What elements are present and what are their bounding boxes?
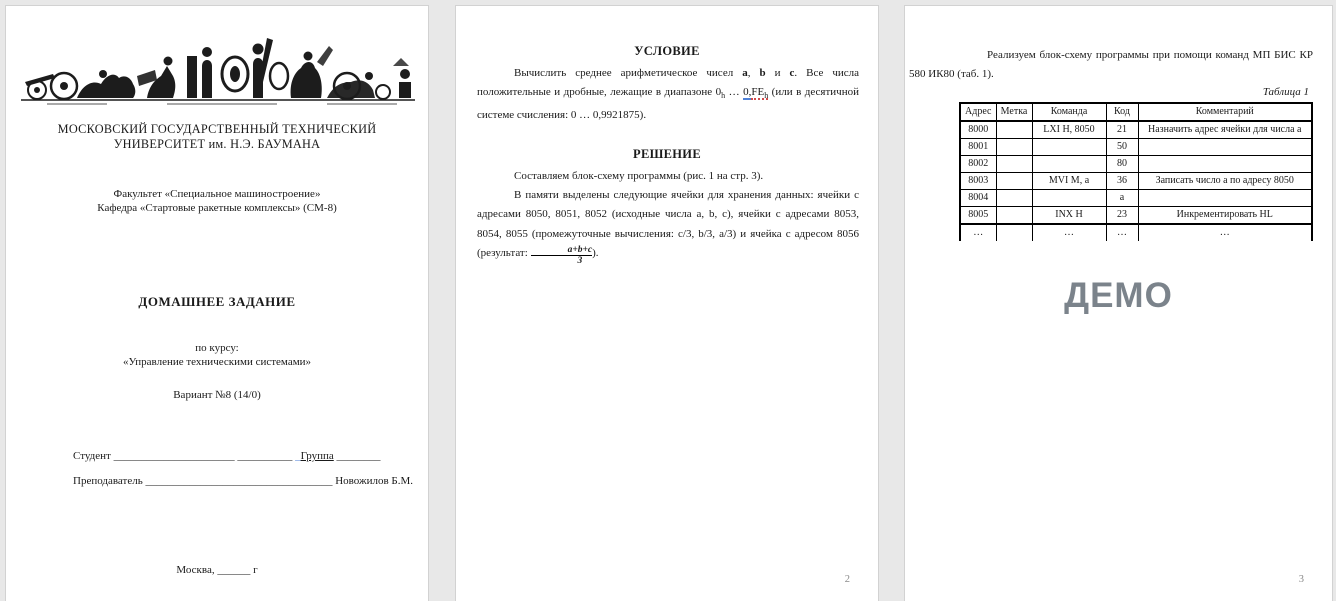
- cell-address: 8005: [960, 207, 996, 225]
- cell-command: [1032, 156, 1106, 173]
- hex-value-marked-red: [751, 86, 768, 100]
- condition-text: . Все числа положительные и дробные, лежащие в диапазоне 0: [477, 67, 860, 99]
- table-caption: Таблица 1: [1262, 86, 1309, 98]
- table-header-row: [960, 103, 1312, 121]
- hex-value-marked-blue: 0,: [743, 86, 752, 99]
- teacher-name: Новожилов Б.М.: [332, 475, 414, 487]
- col-header-comment: Комментарий: [1138, 103, 1312, 121]
- cell-comment: [1138, 190, 1312, 207]
- page-number: 3: [1298, 574, 1304, 585]
- university-frieze-engraving-icon: [17, 36, 419, 112]
- teacher-label: Преподаватель: [73, 475, 143, 487]
- solution-paragraph-2: [477, 186, 859, 266]
- cell-code: 21: [1106, 121, 1138, 139]
- city-year-line: Москва, ______ г: [176, 564, 258, 576]
- table-row-ellipsis: [960, 224, 1312, 241]
- condition-text: Вычислить среднее арифметическое чисел: [514, 67, 743, 79]
- cell-comment: Записать число a по адресу 8050: [1138, 173, 1312, 190]
- table-row: [960, 207, 1312, 225]
- cell-comment: Назначить адрес ячейки для числа a: [1138, 121, 1312, 139]
- university-name: [6, 122, 428, 151]
- student-blank-1: ______________________: [110, 450, 235, 462]
- table-row: [960, 190, 1312, 207]
- cell-code: 36: [1106, 173, 1138, 190]
- fraction-denominator: 3: [531, 255, 593, 266]
- solution-text: ).: [592, 247, 599, 260]
- cell-label: [996, 173, 1032, 190]
- col-header-label: Метка: [996, 103, 1032, 121]
- faculty-line: Факультет «Специальное машиностроение»: [113, 188, 321, 200]
- student-line: [73, 450, 423, 462]
- solution-heading: РЕШЕНИЕ: [633, 147, 701, 161]
- student-blank-2: __________: [234, 450, 293, 462]
- fraction-numerator: a+b+c: [567, 245, 593, 256]
- col-header-code: Код: [1106, 103, 1138, 121]
- page-2: [455, 5, 879, 601]
- student-blank-blue: _: [292, 450, 301, 462]
- var-a: a: [742, 67, 748, 79]
- cell-label: [996, 224, 1032, 241]
- cell-command: LXI H, 8050: [1032, 121, 1106, 139]
- condition-text: и: [765, 67, 790, 79]
- var-c: c: [789, 67, 795, 79]
- hex-digits: FE: [751, 86, 765, 99]
- cell-label: [996, 207, 1032, 225]
- cell-code: 50: [1106, 139, 1138, 156]
- cell-command: MVI M, a: [1032, 173, 1106, 190]
- cell-address: 8002: [960, 156, 996, 173]
- group-blank: ________: [333, 450, 381, 462]
- department-line: Кафедра «Стартовые ракетные комплексы» (СМ-8): [97, 202, 337, 214]
- cell-label: [996, 190, 1032, 207]
- cell-comment: [1138, 139, 1312, 156]
- condition-text: (или в десятичной системе счисления: 0 … 0,9921875).: [477, 86, 859, 121]
- course-prefix: по курсу:: [195, 342, 239, 354]
- cell-label: [996, 139, 1032, 156]
- page-number: 2: [844, 574, 850, 585]
- cell-address: 8003: [960, 173, 996, 190]
- cell-code: 23: [1106, 207, 1138, 225]
- cell-code: 80: [1106, 156, 1138, 173]
- document-title: ДОМАШНЕЕ ЗАДАНИЕ: [138, 294, 296, 309]
- cell-label: [996, 156, 1032, 173]
- table-row: [960, 173, 1312, 190]
- cell-command: [1032, 190, 1106, 207]
- solution-text: В памяти выделены следующие ячейки для хранения данных: ячейки с адресами 8050, 8051, 8052 (исходные числа a, b, c), ячейки с адресами 8053, 8054, 8055 (промежуточные вычисления: c/3, b/3, a/3) и ячейка с адресом 8056 (результат:: [477, 189, 859, 260]
- hex-subscript: h: [721, 91, 726, 101]
- program-table: [959, 102, 1313, 241]
- variant-line: Вариант №8 (14/0): [173, 389, 261, 401]
- teacher-line: [73, 475, 429, 487]
- university-name-line2: УНИВЕРСИТЕТ им. Н.Э. БАУМАНА: [113, 136, 321, 151]
- demo-watermark: ДЕМО: [1064, 276, 1173, 315]
- cell-code: …: [1106, 224, 1138, 241]
- col-header-address: Адрес: [960, 103, 996, 121]
- condition-text: ,: [747, 67, 760, 79]
- col-header-command: Команда: [1032, 103, 1106, 121]
- group-label: Группа: [300, 450, 334, 462]
- cell-code: a: [1106, 190, 1138, 207]
- table-row: [960, 121, 1312, 139]
- condition-heading: УСЛОВИЕ: [634, 44, 700, 58]
- teacher-blank: __________________________________: [142, 475, 333, 487]
- cell-command: [1032, 139, 1106, 156]
- cell-comment: [1138, 156, 1312, 173]
- table-row: [960, 139, 1312, 156]
- cell-comment: …: [1138, 224, 1312, 241]
- intro-paragraph: Реализуем блок-схему программы при помощи команд МП БИС КР 580 ИК80 (таб. 1).: [909, 49, 1313, 81]
- condition-paragraph: [477, 64, 859, 125]
- table-row: [960, 156, 1312, 173]
- solution-paragraph-1: Составляем блок-схему программы (рис. 1 на стр. 3).: [514, 170, 764, 182]
- cell-address: 8000: [960, 121, 996, 139]
- cell-comment: Инкрементировать HL: [1138, 207, 1312, 225]
- condition-text: …: [725, 86, 744, 99]
- student-label: Студент: [73, 450, 111, 462]
- cell-address: 8004: [960, 190, 996, 207]
- cell-command: INX H: [1032, 207, 1106, 225]
- course-block: [6, 341, 428, 369]
- page-1: [5, 5, 429, 601]
- university-name-line1: МОСКОВСКИЙ ГОСУДАРСТВЕННЫЙ ТЕХНИЧЕСКИЙ: [57, 122, 377, 136]
- course-name: «Управление техническими системами»: [122, 356, 312, 368]
- cell-address: …: [960, 224, 996, 241]
- result-fraction: [531, 245, 593, 266]
- cell-address: 8001: [960, 139, 996, 156]
- page-3: [904, 5, 1333, 601]
- cell-label: [996, 121, 1032, 139]
- faculty-department: [6, 187, 428, 215]
- hex-subscript: h: [764, 91, 769, 101]
- cell-command: …: [1032, 224, 1106, 241]
- var-b: b: [759, 67, 766, 79]
